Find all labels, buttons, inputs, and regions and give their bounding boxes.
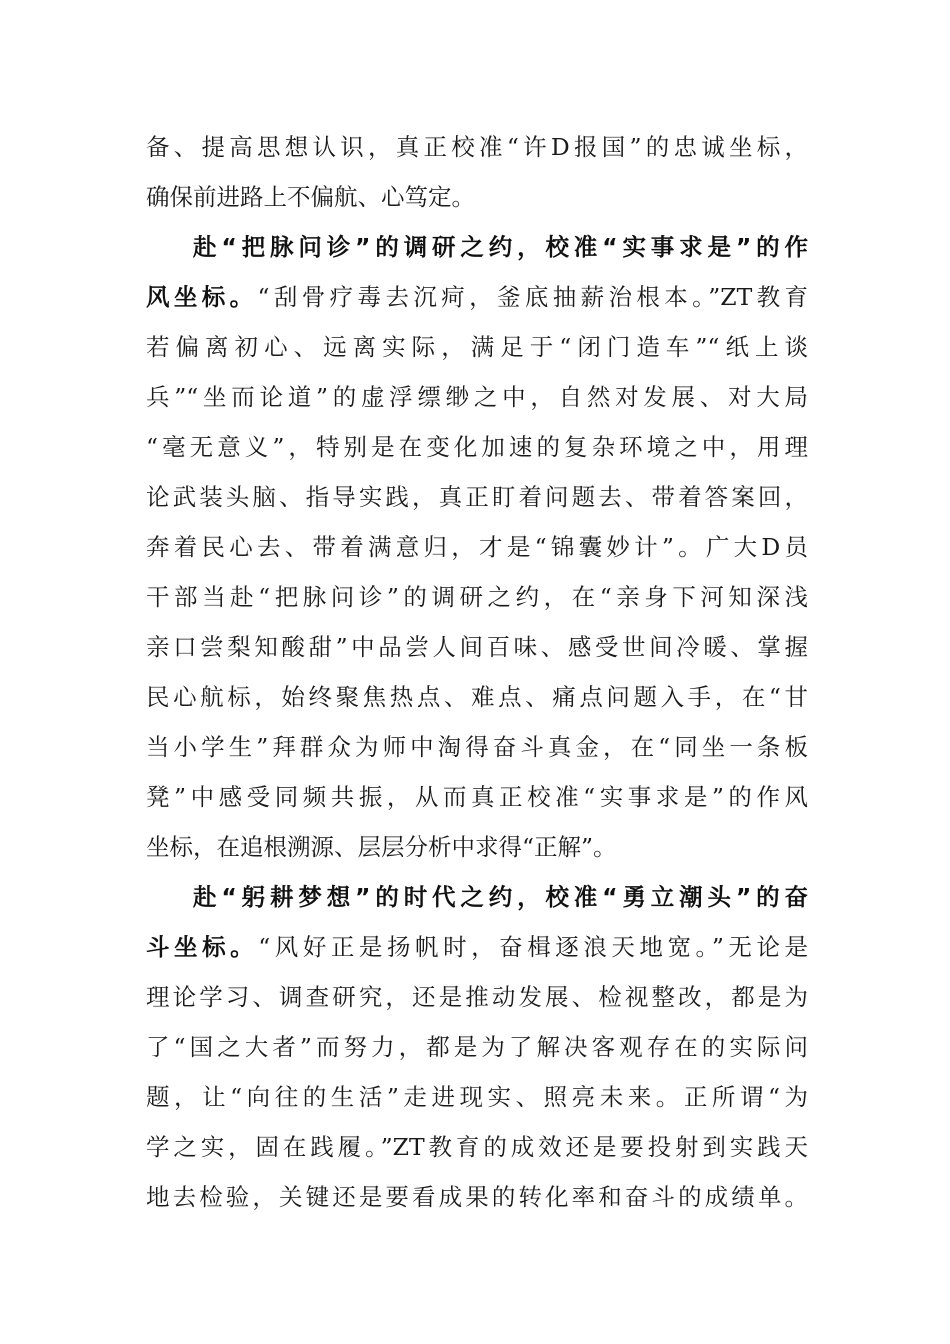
body-text: 理论学习、调查研究，还是推动发展、检视整改，都是为 xyxy=(146,983,808,1011)
text-line xyxy=(146,372,808,422)
text-line xyxy=(146,172,808,222)
text-line xyxy=(146,522,808,572)
text-line xyxy=(146,222,808,272)
body-text: 民心航标，始终聚焦热点、难点、痛点问题入手，在“甘 xyxy=(146,683,808,711)
body-text: 干部当赴“把脉问诊”的调研之约，在“亲身下河知深浅 xyxy=(146,583,808,611)
text-line xyxy=(146,1172,808,1222)
document-body xyxy=(146,122,808,1222)
body-text: 确保前进路上不偏航、心笃定。 xyxy=(146,183,475,211)
text-line xyxy=(146,972,808,1022)
text-line xyxy=(146,822,808,872)
bold-heading-text: 赴“把脉问诊”的调研之约，校准“实事求是”的作 xyxy=(193,233,808,261)
text-line xyxy=(146,322,808,372)
bold-heading-text: 斗坐标。 xyxy=(146,933,259,961)
body-text: 坐标，在追根溯源、层层分析中求得“正解”。 xyxy=(146,833,617,861)
text-line xyxy=(146,872,808,922)
body-text: 了“国之大者”而努力，都是为了解决客观存在的实际问 xyxy=(146,1033,808,1061)
text-line xyxy=(146,572,808,622)
text-line xyxy=(146,272,808,322)
body-text: 亲口尝梨知酸甜”中品尝人间百味、感受世间冷暖、掌握 xyxy=(146,633,808,661)
body-text: 地去检验，关键还是要看成果的转化率和奋斗的成绩单。 xyxy=(146,1183,808,1211)
text-line xyxy=(146,672,808,722)
text-line xyxy=(146,922,808,972)
body-text: 当小学生”拜群众为师中淘得奋斗真金，在“同坐一条板 xyxy=(146,733,808,761)
text-line xyxy=(146,472,808,522)
body-text: “毫无意义”，特别是在变化加速的复杂环境之中，用理 xyxy=(146,433,808,461)
text-line xyxy=(146,1072,808,1122)
body-text: 备、提高思想认识，真正校准“许D报国”的忠诚坐标， xyxy=(146,133,808,161)
text-line xyxy=(146,722,808,772)
bold-heading-text: 风坐标。 xyxy=(146,283,258,311)
body-text: “刮骨疗毒去沉疴，釜底抽薪治根本。”ZT教育 xyxy=(257,283,809,311)
body-text: 兵”“坐而论道”的虚浮缥缈之中，自然对发展、对大局 xyxy=(146,383,808,411)
body-text: 学之实，固在践履。”ZT教育的成效还是要投射到实践天 xyxy=(146,1133,808,1161)
body-text: 论武装头脑、指导实践，真正盯着问题去、带着答案回， xyxy=(146,483,808,511)
paragraph-p3 xyxy=(146,872,808,1222)
paragraph-p2 xyxy=(146,222,808,872)
text-line xyxy=(146,622,808,672)
body-text: “风好正是扬帆时，奋楫逐浪天地宽。”无论是 xyxy=(258,933,808,961)
text-line xyxy=(146,772,808,822)
text-line xyxy=(146,122,808,172)
body-text: 奔着民心去、带着满意归，才是“锦囊妙计”。广大D员 xyxy=(146,533,808,561)
body-text: 凳”中感受同频共振，从而真正校准“实事求是”的作风 xyxy=(146,783,808,811)
text-line xyxy=(146,1022,808,1072)
body-text: 若偏离初心、远离实际，满足于“闭门造车”“纸上谈 xyxy=(146,333,808,361)
bold-heading-text: 赴“躬耕梦想”的时代之约，校准“勇立潮头”的奋 xyxy=(193,883,808,911)
text-line xyxy=(146,422,808,472)
body-text: 题，让“向往的生活”走进现实、照亮未来。正所谓“为 xyxy=(146,1083,808,1111)
text-line xyxy=(146,1122,808,1172)
paragraph-p1 xyxy=(146,122,808,222)
